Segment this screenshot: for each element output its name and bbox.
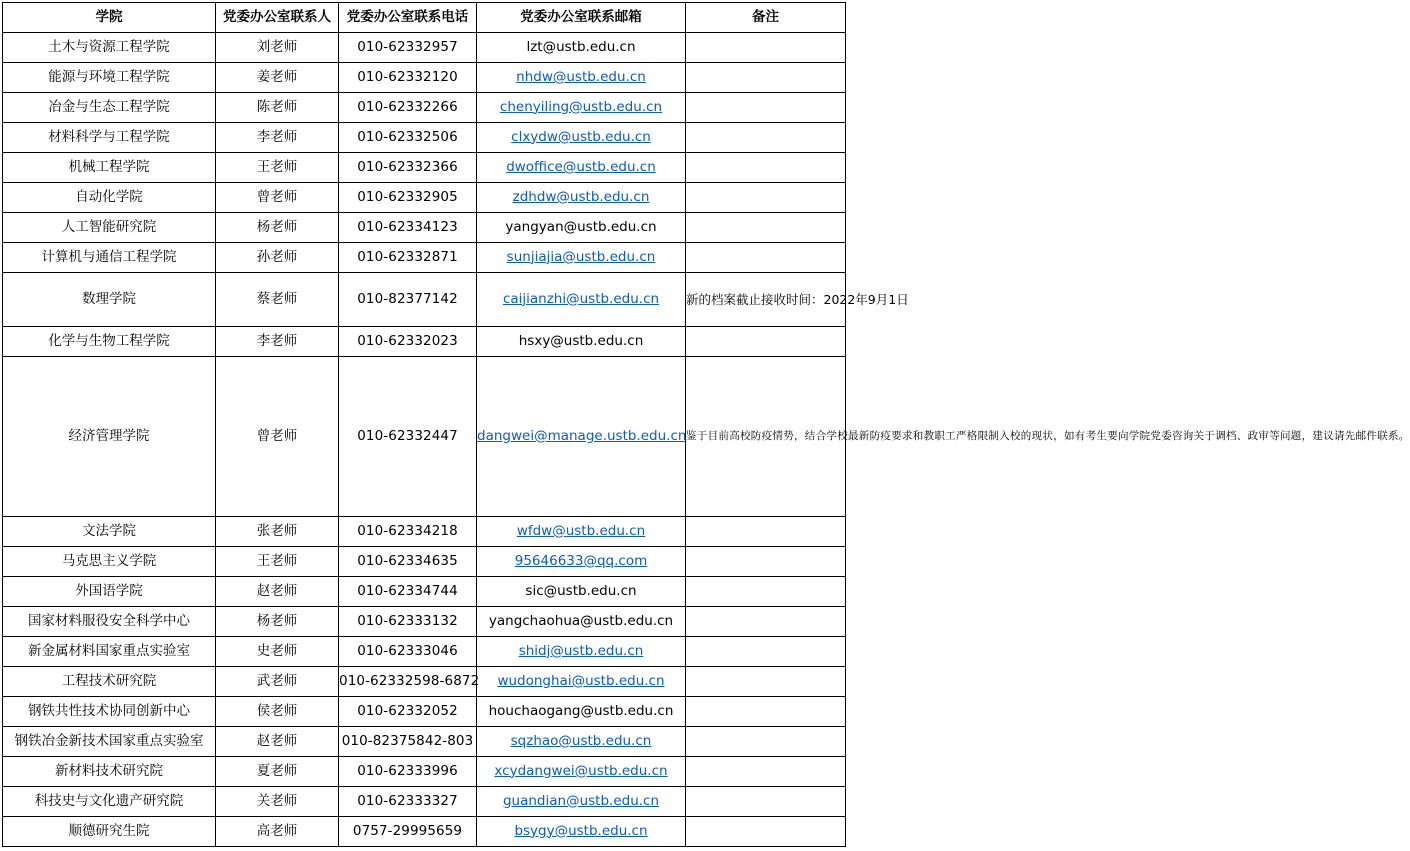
table-row: [3, 577, 846, 607]
contact-cell: 姜老师: [216, 63, 339, 93]
college-cell: 外国语学院: [3, 577, 216, 607]
contact-cell: 赵老师: [216, 727, 339, 757]
college-cell: 人工智能研究院: [3, 213, 216, 243]
header-college: 学院: [3, 3, 216, 33]
phone-cell: 010-62332023: [339, 327, 477, 357]
college-cell: 化学与生物工程学院: [3, 327, 216, 357]
college-cell: 工程技术研究院: [3, 667, 216, 697]
phone-cell: 010-62332052: [339, 697, 477, 727]
note-cell: [686, 577, 846, 607]
phone-cell: 010-62332366: [339, 153, 477, 183]
email-link[interactable]: nhdw@ustb.edu.cn: [516, 68, 646, 85]
college-cell: 土木与资源工程学院: [3, 33, 216, 63]
email-link[interactable]: 95646633@qq.com: [514, 552, 648, 569]
table-row: [3, 787, 846, 817]
table-row: [3, 547, 846, 577]
table-row: [3, 667, 846, 697]
note-cell: 新的档案截止接收时间：2022年9月1日: [686, 273, 846, 327]
email-text: yangchaohua@ustb.edu.cn: [488, 612, 674, 629]
email-cell: [477, 213, 686, 243]
college-cell: 机械工程学院: [3, 153, 216, 183]
phone-cell: 010-62332120: [339, 63, 477, 93]
email-cell: [477, 517, 686, 547]
college-cell: 科技史与文化遗产研究院: [3, 787, 216, 817]
contact-cell: 王老师: [216, 153, 339, 183]
email-link[interactable]: bsygy@ustb.edu.cn: [514, 822, 648, 839]
table-row: [3, 273, 846, 327]
email-cell: [477, 33, 686, 63]
table-row: [3, 517, 846, 547]
header-row: [3, 3, 846, 33]
contact-cell: 李老师: [216, 123, 339, 153]
contact-cell: 李老师: [216, 327, 339, 357]
college-cell: 新材料技术研究院: [3, 757, 216, 787]
email-cell: [477, 273, 686, 327]
phone-cell: 010-62332598-6872: [339, 667, 477, 697]
contact-cell: 关老师: [216, 787, 339, 817]
table-row: [3, 697, 846, 727]
contact-cell: 曾老师: [216, 183, 339, 213]
phone-cell: 010-62334635: [339, 547, 477, 577]
contact-cell: 王老师: [216, 547, 339, 577]
table-row: [3, 817, 846, 847]
note-cell: [686, 697, 846, 727]
contact-cell: 侯老师: [216, 697, 339, 727]
table-row: [3, 727, 846, 757]
email-text: yangyan@ustb.edu.cn: [505, 218, 657, 235]
college-cell: 钢铁冶金新技术国家重点实验室: [3, 727, 216, 757]
contact-cell: 赵老师: [216, 577, 339, 607]
phone-cell: 010-62332506: [339, 123, 477, 153]
table-row: [3, 153, 846, 183]
phone-cell: 010-82377142: [339, 273, 477, 327]
email-cell: [477, 757, 686, 787]
college-cell: 经济管理学院: [3, 357, 216, 517]
note-cell: [686, 817, 846, 847]
header-email: 党委办公室联系邮箱: [477, 3, 686, 33]
phone-cell: 010-62334123: [339, 213, 477, 243]
email-cell: [477, 637, 686, 667]
email-cell: [477, 93, 686, 123]
phone-cell: 010-62332447: [339, 357, 477, 517]
note-cell: [686, 547, 846, 577]
college-cell: 文法学院: [3, 517, 216, 547]
college-cell: 冶金与生态工程学院: [3, 93, 216, 123]
note-cell: [686, 787, 846, 817]
contact-cell: 张老师: [216, 517, 339, 547]
email-text: sic@ustb.edu.cn: [525, 582, 637, 599]
email-link[interactable]: clxydw@ustb.edu.cn: [511, 128, 651, 145]
table-row: [3, 183, 846, 213]
email-cell: [477, 817, 686, 847]
phone-cell: 010-62333132: [339, 607, 477, 637]
note-cell: [686, 153, 846, 183]
phone-cell: 010-62334218: [339, 517, 477, 547]
email-cell: [477, 123, 686, 153]
email-cell: [477, 787, 686, 817]
note-cell: [686, 123, 846, 153]
note-cell: [686, 607, 846, 637]
note-cell: [686, 637, 846, 667]
phone-cell: 010-62332905: [339, 183, 477, 213]
phone-cell: 0757-29995659: [339, 817, 477, 847]
note-cell: [686, 727, 846, 757]
phone-cell: 010-82375842-803: [339, 727, 477, 757]
email-link[interactable]: sqzhao@ustb.edu.cn: [510, 732, 652, 749]
college-cell: 计算机与通信工程学院: [3, 243, 216, 273]
table-row: [3, 63, 846, 93]
email-link[interactable]: dwoffice@ustb.edu.cn: [506, 158, 656, 175]
email-link[interactable]: caijianzhi@ustb.edu.cn: [502, 290, 660, 307]
phone-cell: 010-62333327: [339, 787, 477, 817]
contacts-table: [2, 2, 1410, 847]
email-link[interactable]: dangwei@manage.ustb.edu.cn: [477, 427, 687, 444]
contact-cell: 陈老师: [216, 93, 339, 123]
college-cell: 国家材料服役安全科学中心: [3, 607, 216, 637]
email-cell: [477, 727, 686, 757]
table-row: [3, 607, 846, 637]
email-cell: [477, 697, 686, 727]
email-link[interactable]: zdhdw@ustb.edu.cn: [512, 188, 650, 205]
contact-cell: 史老师: [216, 637, 339, 667]
contact-cell: 夏老师: [216, 757, 339, 787]
contact-cell: 杨老师: [216, 607, 339, 637]
email-link[interactable]: sunjiajia@ustb.edu.cn: [506, 248, 656, 265]
note-cell: [686, 63, 846, 93]
email-cell: [477, 243, 686, 273]
college-cell: 钢铁共性技术协同创新中心: [3, 697, 216, 727]
contact-cell: 刘老师: [216, 33, 339, 63]
table-row: [3, 327, 846, 357]
email-text: lzt@ustb.edu.cn: [526, 38, 636, 55]
phone-cell: 010-62333996: [339, 757, 477, 787]
email-text: hsxy@ustb.edu.cn: [518, 332, 644, 349]
contact-cell: 蔡老师: [216, 273, 339, 327]
email-link[interactable]: wudonghai@ustb.edu.cn: [497, 672, 665, 689]
table-row: [3, 637, 846, 667]
email-link[interactable]: chenyiling@ustb.edu.cn: [499, 98, 663, 115]
table-row: [3, 213, 846, 243]
email-cell: [477, 153, 686, 183]
note-cell: [686, 243, 846, 273]
college-cell: 材料科学与工程学院: [3, 123, 216, 153]
email-cell: [477, 607, 686, 637]
table-row: [3, 33, 846, 63]
email-cell: [477, 667, 686, 697]
table-body: [3, 33, 1410, 847]
email-cell: [477, 63, 686, 93]
college-cell: 数理学院: [3, 273, 216, 327]
header-note: 备注: [686, 3, 846, 33]
table-row: [3, 123, 846, 153]
email-cell: [477, 357, 686, 517]
phone-cell: 010-62333046: [339, 637, 477, 667]
college-cell: 能源与环境工程学院: [3, 63, 216, 93]
email-cell: [477, 327, 686, 357]
header-phone: 党委办公室联系电话: [339, 3, 477, 33]
note-cell: [686, 183, 846, 213]
college-cell: 自动化学院: [3, 183, 216, 213]
email-link[interactable]: wfdw@ustb.edu.cn: [516, 522, 646, 539]
college-cell: 马克思主义学院: [3, 547, 216, 577]
note-cell: [686, 33, 846, 63]
phone-cell: 010-62332957: [339, 33, 477, 63]
contact-cell: 武老师: [216, 667, 339, 697]
email-link[interactable]: guandian@ustb.edu.cn: [502, 792, 660, 809]
header-contact: 党委办公室联系人: [216, 3, 339, 33]
email-link[interactable]: shidj@ustb.edu.cn: [518, 642, 644, 659]
email-cell: [477, 547, 686, 577]
note-cell: 鉴于目前高校防疫情势，结合学校最新防疫要求和教职工严格限制入校的现状，如有考生要向学院党委咨询关于调档、政审等问题，建议请先邮件联系。: [686, 357, 846, 517]
email-text: houchaogang@ustb.edu.cn: [488, 702, 674, 719]
college-cell: 新金属材料国家重点实验室: [3, 637, 216, 667]
contact-cell: 孙老师: [216, 243, 339, 273]
table-row: [3, 357, 846, 517]
note-cell: [686, 667, 846, 697]
table-row: [3, 757, 846, 787]
phone-cell: 010-62334744: [339, 577, 477, 607]
note-cell: [686, 327, 846, 357]
note-cell: [686, 93, 846, 123]
contact-cell: 高老师: [216, 817, 339, 847]
table-header: [3, 3, 846, 33]
note-cell: [686, 213, 846, 243]
note-cell: [686, 517, 846, 547]
email-link[interactable]: xcydangwei@ustb.edu.cn: [494, 762, 668, 779]
college-cell: 顺德研究生院: [3, 817, 216, 847]
table-row: [3, 93, 846, 123]
contact-cell: 杨老师: [216, 213, 339, 243]
email-cell: [477, 577, 686, 607]
phone-cell: 010-62332266: [339, 93, 477, 123]
email-cell: [477, 183, 686, 213]
contact-cell: 曾老师: [216, 357, 339, 517]
note-cell: [686, 757, 846, 787]
table-row: [3, 243, 846, 273]
phone-cell: 010-62332871: [339, 243, 477, 273]
